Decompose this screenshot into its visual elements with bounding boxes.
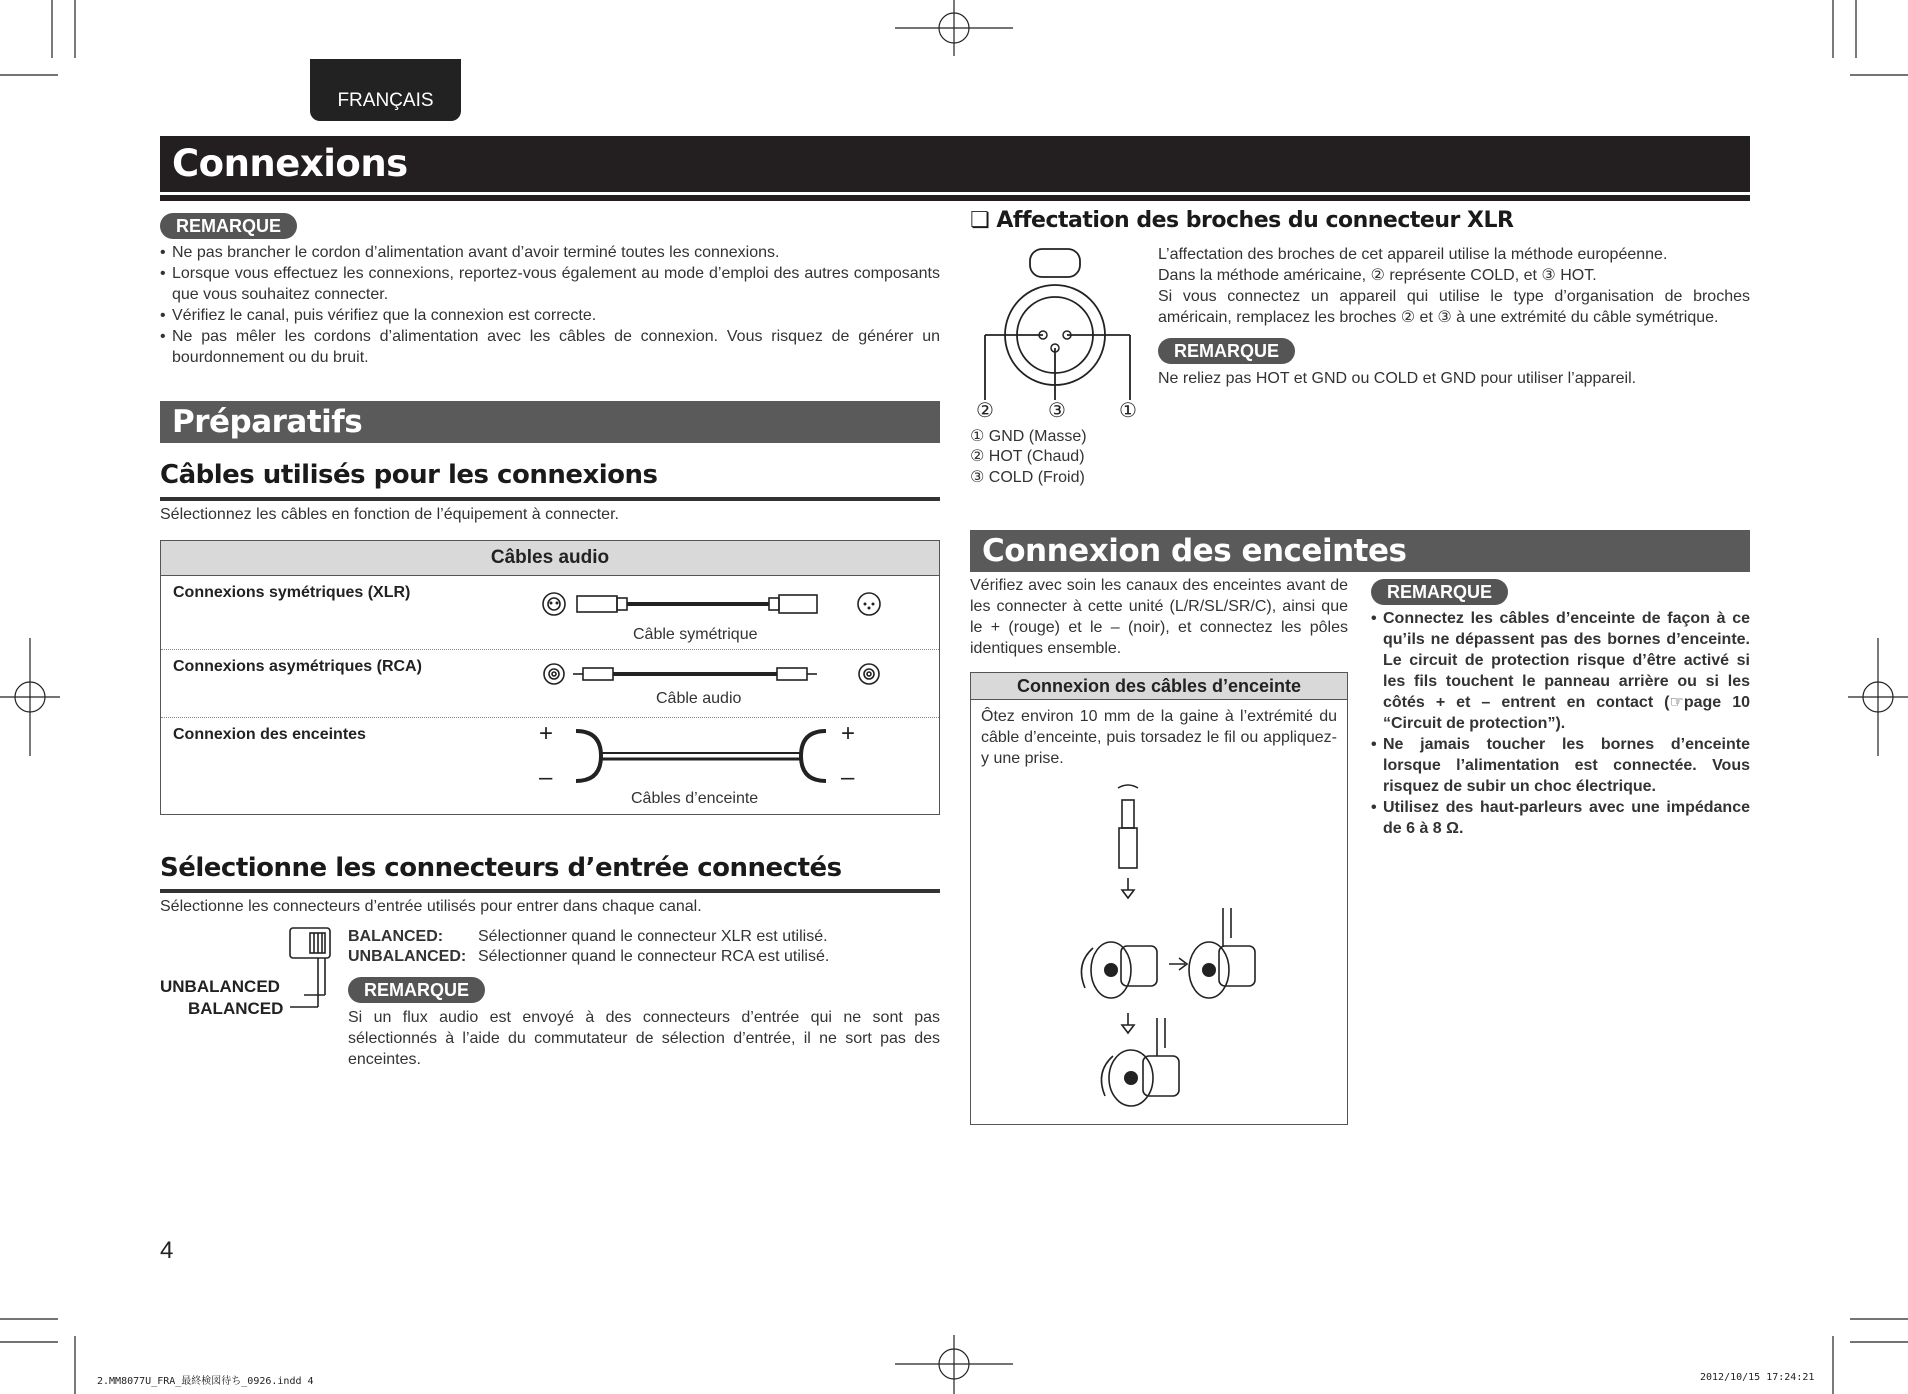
selector-remark: Si un flux audio est envoyé à des connecteurs d’entrée qui ne sont pas sélectionnés à l’aide du commutateur de sélection d’entrée, il ne sort pas des enceintes. [348,1009,940,1068]
xlr-text-line: Dans la méthode américaine, ② représente COLD, et ③ HOT. [1158,267,1597,284]
plus-sign: + [841,720,856,747]
speaker-cable-box [970,672,1348,1125]
cables-heading: Câbles utilisés pour les connexions [160,460,658,490]
page-number: 4 [160,1237,174,1264]
preparatifs-heading: Préparatifs [160,401,940,443]
speakers-intro: Vérifiez avec soin les canaux des enceintes avant de les connecter à cette unité (L/R/SL/SR/C), ainsi que le + (rouge) et le – (noir), et connectez les pôles identiques ensemble. [970,577,1348,657]
rca-cable-icon [539,658,889,690]
list-item: • Vérifiez le canal, puis vérifiez que la connexion est correcte. [160,305,940,326]
speakers-heading: Connexion des enceintes [970,530,1750,572]
row-label: Connexions asymétriques (RCA) [173,658,422,675]
footer-filename: 2.MM8077U_FRA_最終検図待ち_0926.indd 4 [97,1376,314,1387]
remark-badge: REMARQUE [160,213,297,239]
def-term: BALANCED: [348,928,444,945]
xlr-heading: ❏ Affectation des broches du connecteur XLR [970,208,1514,233]
pin-number: ② [976,400,994,422]
xlr-remark: Ne reliez pas HOT et GND ou COLD et GND pour utiliser l’appareil. [1158,370,1637,387]
cables-rule [160,497,940,501]
row-label: Connexions symétriques (XLR) [173,584,411,601]
xlr-text-line: L’affectation des broches de cet appareil utilise la méthode européenne. [1158,246,1668,263]
page-title: Connexions [160,136,1750,192]
list-item: • Ne pas brancher le cordon d’alimentation avant d’avoir terminé toutes les connexions. [160,242,940,263]
def-term: UNBALANCED: [348,948,467,965]
switch-label-balanced: BALANCED [188,999,284,1018]
list-item: • Utilisez des haut-parleurs avec une impédance de 6 à 8 Ω. [1371,797,1750,839]
language-tab [310,59,461,121]
list-item: • Connectez les câbles d’enceinte de façon à ce qu’ils ne dépassent pas des bornes d’enceinte. Le circuit de protection risque d’être activé si les fils touchent le panneau arrière ou si les côtés + et – entrent en contact (☞page 10 “Circuit de protection”). [1371,608,1750,734]
selector-rule [160,889,940,893]
xlr-cable-icon [539,586,889,620]
input-switch-icon [280,925,340,1015]
minus-sign: – [539,764,553,791]
cables-table [160,540,940,815]
xlr-text-line: Si vous connectez un appareil qui utilise le type d’organisation de broches américain, remplacez les broches ② et ③ à une extrémité du câble symétrique. [1158,288,1750,326]
row-caption: Câbles d’enceinte [631,790,759,807]
title-rule [160,195,1750,201]
remark-badge: REMARQUE [1371,579,1508,605]
pin-legend: ① GND (Masse) [970,428,1087,445]
switch-label-unbalanced: UNBALANCED [160,977,280,996]
row-caption: Câble symétrique [633,626,758,643]
selector-heading: Sélectionne les connecteurs d’entrée connectés [160,853,842,883]
pin-legend: ③ COLD (Froid) [970,469,1085,486]
speaker-cable-icon [571,726,831,788]
speaker-terminal-illustration [1061,778,1261,1118]
footer-date: 2012/10/15 17:24:21 [1700,1372,1815,1383]
selector-intro: Sélectionne les connecteurs d’entrée utilisés pour entrer dans chaque canal. [160,898,702,915]
box-header: Connexion des câbles d’enceinte [971,673,1347,700]
pin-legend: ② HOT (Chaud) [970,448,1085,465]
def-desc: Sélectionner quand le connecteur XLR est utilisé. [478,928,828,945]
cables-intro: Sélectionnez les câbles en fonction de l’équipement à connecter. [160,506,619,523]
list-item: • Lorsque vous effectuez les connexions, reportez-vous également au mode d’emploi des autres composants que vous souhaitez connecter. [160,263,940,305]
remark-badge: REMARQUE [348,977,485,1003]
speaker-notes [1371,608,1750,839]
row-caption: Câble audio [656,690,742,707]
language-label: FRANÇAIS [337,90,434,111]
pin-number: ③ [1048,400,1066,422]
xlr-text [1158,244,1750,328]
plus-sign: + [539,720,554,747]
table-row [161,576,939,650]
table-row [161,718,939,814]
row-label: Connexion des enceintes [173,726,366,743]
box-text: Ôtez environ 10 mm de la gaine à l’extrémité du câble d’enceinte, puis torsadez le fil ou appliquez-y une prise. [981,708,1337,767]
remark-badge: REMARQUE [1158,338,1295,364]
list-item: • Ne pas mêler les cordons d’alimentation avec les câbles de connexion. Vous risquez de générer un bourdonnement ou du bruit. [160,326,940,368]
minus-sign: – [841,764,855,791]
table-header: Câbles audio [161,541,939,576]
list-item: • Ne jamais toucher les bornes d’enceinte lorsque l’alimentation est connectée. Vous risquez de subir un choc électrique. [1371,734,1750,797]
table-row [161,650,939,718]
intro-notes [160,242,940,368]
pin-number: ① [1119,400,1137,422]
def-desc: Sélectionner quand le connecteur RCA est utilisé. [478,948,830,965]
